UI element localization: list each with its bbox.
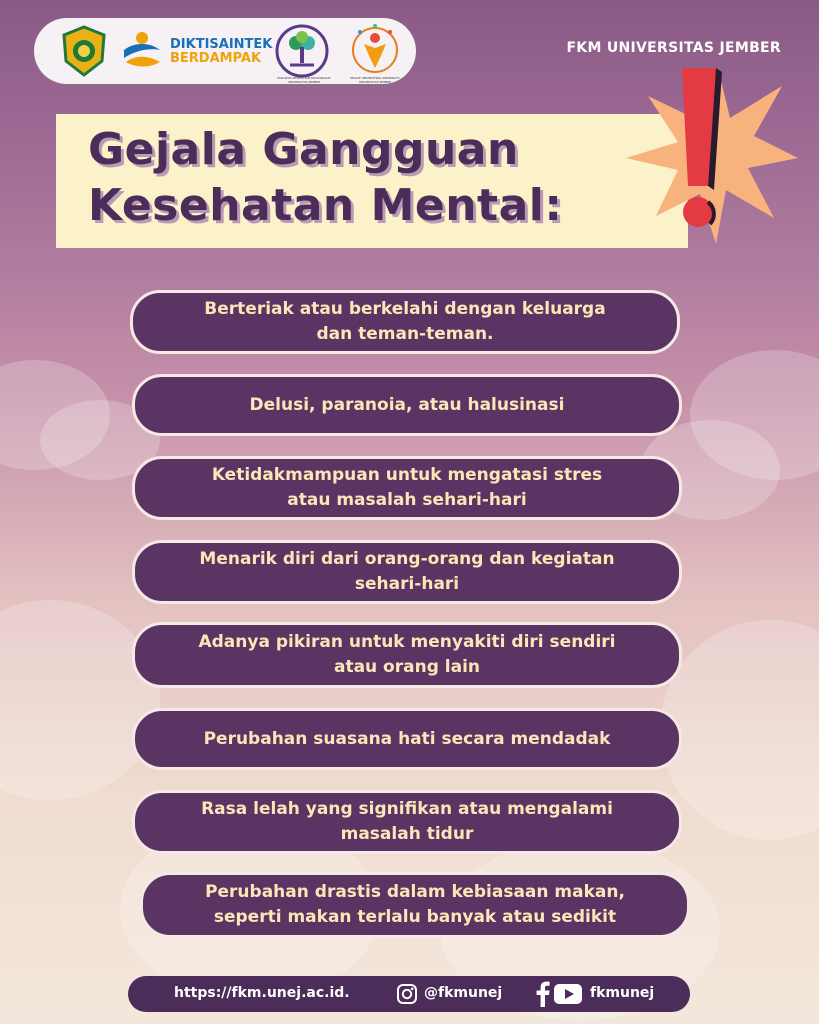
symptom-line1: Adanya pikiran untuk menyakiti diri sendiri <box>198 632 616 652</box>
diktisaintek-wordmark <box>170 38 272 66</box>
symptom-item <box>132 374 682 436</box>
page-title <box>88 122 562 234</box>
exclamation-burst-icon <box>604 66 798 246</box>
dikti-line1: DIKTISAINTEK <box>170 37 273 52</box>
symptom-item <box>132 456 682 520</box>
fkm-logo <box>274 22 330 80</box>
symptom-item <box>132 708 682 770</box>
symptom-item <box>140 872 690 938</box>
symptom-line1: Menarik diri dari orang-orang dan kegiatan <box>199 549 615 569</box>
symptom-line1: Delusi, paranoia, atau halusinasi <box>249 394 565 415</box>
symptom-line1: Rasa lelah yang signifikan atau mengalami <box>201 799 613 819</box>
title-line2: Kesehatan Mental: <box>88 180 563 231</box>
instagram-icon <box>396 983 418 1005</box>
symptom-line2: masalah tidur <box>340 824 474 844</box>
unej-logo <box>58 25 110 77</box>
organization-label: FKM UNIVERSITAS JEMBER <box>566 40 781 56</box>
social-handle[interactable]: fkmunej <box>590 985 655 1001</box>
symptom-line2: atau orang lain <box>333 657 481 677</box>
health-promoting-university-logo <box>344 22 406 80</box>
symptom-item <box>132 540 682 604</box>
fkm-logo-caption: FAKULTAS KESEHATAN MASYARAKAT UNIVERSITAS JEMBER <box>277 76 331 84</box>
symptom-line1: Berteriak atau berkelahi dengan keluarga <box>204 299 606 319</box>
symptom-item <box>132 622 682 688</box>
symptom-line2: atau masalah sehari-hari <box>287 490 527 510</box>
cloud-decoration <box>0 600 160 800</box>
footer-bar <box>128 976 690 1012</box>
symptom-line2: dan teman-teman. <box>316 324 494 344</box>
symptom-item <box>132 790 682 854</box>
youtube-icon <box>554 984 582 1004</box>
facebook-icon <box>536 981 550 1007</box>
website-link[interactable]: https://fkm.unej.ac.id. <box>174 985 350 1001</box>
title-line1: Gejala Gangguan <box>88 124 519 175</box>
symptom-line2: seperti makan terlalu banyak atau sedikit <box>213 907 617 927</box>
symptom-line2: sehari-hari <box>354 574 460 594</box>
cloud-decoration <box>660 620 819 840</box>
symptom-line1: Perubahan suasana hati secara mendadak <box>203 728 611 749</box>
hpu-logo-caption: HEALTH PROMOTING UNIVERSITY UNIVERSITAS JEMBER <box>350 76 400 84</box>
instagram-handle[interactable]: @fkmunej <box>424 985 503 1001</box>
symptom-line1: Ketidakmampuan untuk mengatasi stres <box>211 465 603 485</box>
dikti-line2: BERDAMPAK <box>170 51 262 66</box>
symptom-item <box>130 290 680 354</box>
logo-bar <box>34 18 416 84</box>
diktisaintek-logo <box>120 28 164 72</box>
symptom-line1: Perubahan drastis dalam kebiasaan makan, <box>205 882 625 902</box>
